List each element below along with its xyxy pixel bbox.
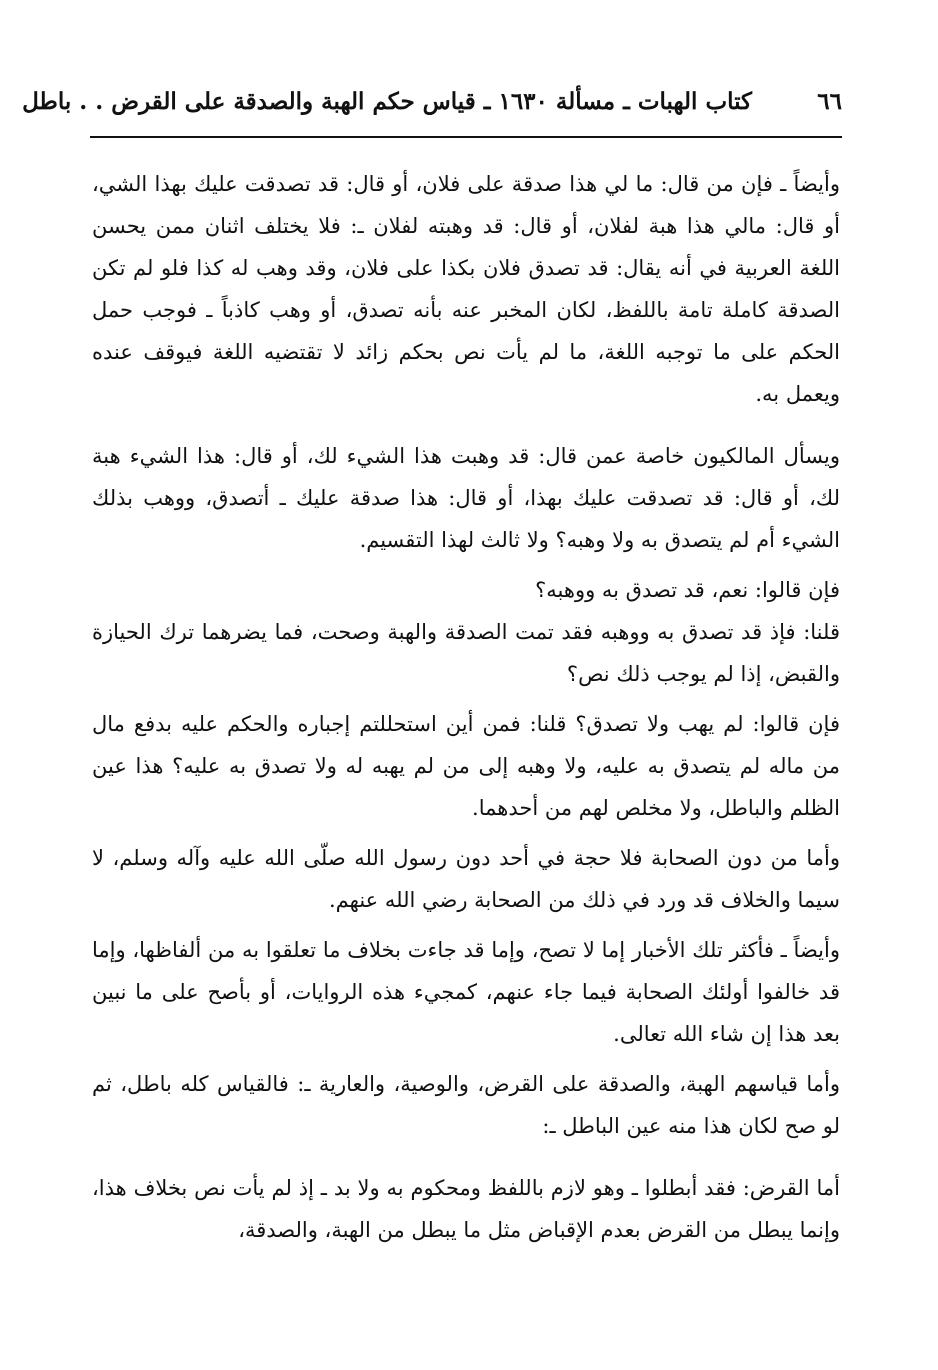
paragraph: قلنا: فإذ قد تصدق به ووهبه فقد تمت الصدقة والهبة وصحت، فما يضرهما ترك الحيازة والقبض، إذا لم يوجب ذلك نص؟ <box>92 620 840 686</box>
paragraph: وأيضاً ـ فأكثر تلك الأخبار إما لا تصح، وإما قد جاءت بخلاف ما تعلقوا به من ألفاظها، وإما قد خالفوا أولئك الصحابة فيما جاء عنهم، كمجيء هذه الروايات، أو بأصح على ما نبين بعد هذا إن شاء الله تعالى. <box>92 938 840 1046</box>
page-number: ٦٦ <box>817 88 842 115</box>
paragraph: وأما من دون الصحابة فلا حجة في أحد دون رسول الله صلّى الله عليه وآله وسلم، لا سيما والخلاف قد ورد في ذلك من الصحابة رضي الله عنهم. <box>92 846 840 912</box>
running-title: كتاب الهبات ـ مسألة ١٦٣٠ ـ قياس حكم الهبة والصدقة على القرض . . باطل <box>22 88 752 115</box>
paragraph: أما القرض: فقد أبطلوا ـ وهو لازم باللفظ ومحكوم به ولا بد ـ إذ لم يأت نص بخلاف هذا، وإنما يبطل من القرض بعدم الإقباض مثل ما يبطل من الهبة، والصدقة، <box>92 1176 840 1242</box>
body-text <box>92 163 840 1251</box>
paragraph: وأيضاً ـ فإن من قال: ما لي هذا صدقة على فلان، أو قال: قد تصدقت عليك بهذا الشي، أو قال: مالي هذا هبة لفلان، أو قال: قد وهبته لفلان ـ: فلا يختلف اثنان ممن يحسن اللغة العربية في أنه يقال: قد تصدق فلان بكذا على فلان، وقد وهب له كذا فلو لم تكن الصدقة كاملة تامة باللفظ، لكان المخبر عنه بأنه تصدق، أو وهب كاذباً ـ فوجب حمل الحكم على ما توجبه اللغة، ما لم يأت نص بحكم زائد لا تقتضيه اللغة فيوقف عنده ويعمل به. <box>92 172 840 406</box>
paragraph: وأما قياسهم الهبة، والصدقة على القرض، والوصية، والعارية ـ: فالقياس كله باطل، ثم لو صح لكان هذا منه عين الباطل ـ: <box>92 1072 840 1138</box>
page-header <box>22 82 842 122</box>
paragraph: فإن قالوا: لم يهب ولا تصدق؟ قلنا: فمن أين استحللتم إجباره والحكم عليه بدفع مال من ماله لم يتصدق به عليه، ولا وهبه إلى من لم يهبه له ولا تصدق به عليه؟ هذا عين الظلم والباطل، ولا مخلص لهم من أحدهما. <box>92 712 840 820</box>
paragraph: ويسأل المالكيون خاصة عمن قال: قد وهبت هذا الشيء لك، أو قال: هذا الشيء هبة لك، أو قال: قد تصدقت عليك بهذا، أو قال: هذا صدقة عليك ـ أتصدق، ووهب بذلك الشيء أم لم يتصدق به ولا وهبه؟ ولا ثالث لهذا التقسيم. <box>92 444 840 552</box>
header-divider <box>90 136 842 138</box>
paragraph: فإن قالوا: نعم، قد تصدق به ووهبه؟ <box>535 578 840 602</box>
